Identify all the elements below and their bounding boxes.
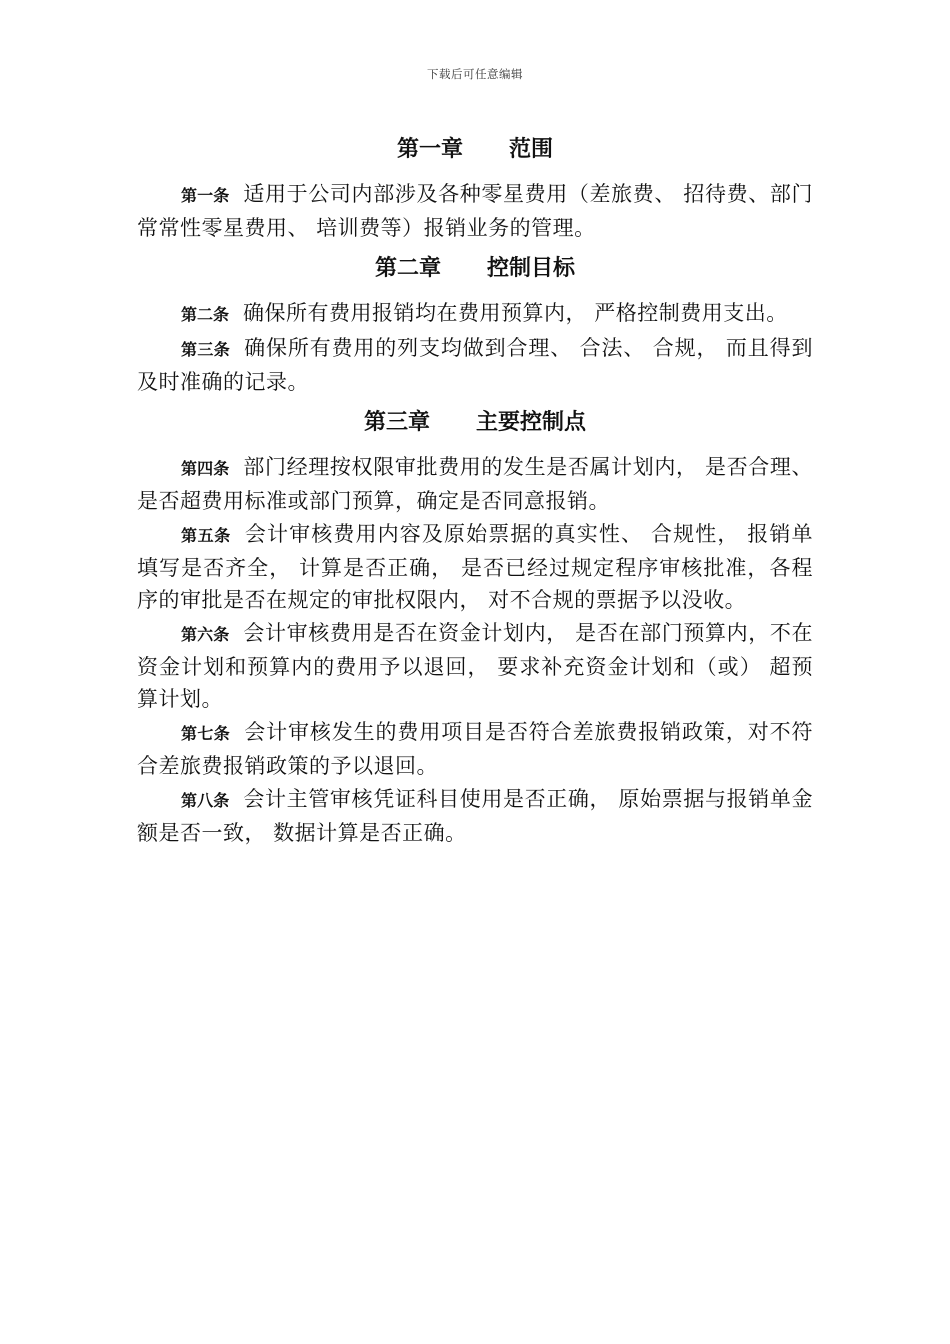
chapter-title: 范围 (509, 137, 554, 162)
chapter-heading (137, 247, 813, 297)
document-body (137, 128, 813, 850)
chapter-number: 第一章 (396, 137, 463, 162)
article-number: 第七条 (181, 724, 231, 743)
article-5 (137, 518, 813, 616)
chapter-number: 第二章 (374, 256, 441, 281)
article-number: 第一条 (181, 186, 230, 205)
article-text: 部门经理按权限审批费用的发生是否属计划内， 是否合理、 是否超费用标准或部门预算，确定是否同意报销。 (137, 455, 813, 513)
article-text: 会计审核费用是否在资金计划内， 是否在部门预算内，不在资金计划和预算内的费用予以退回， 要求补充资金计划和（或） 超预算计划。 (137, 621, 813, 711)
article-8 (137, 783, 813, 849)
article-1 (137, 178, 813, 244)
article-4 (137, 451, 813, 517)
article-3 (137, 332, 813, 398)
article-number: 第五条 (181, 526, 231, 545)
chapter-2 (137, 247, 813, 398)
header-note: 下载后可任意编辑 (427, 67, 523, 81)
chapter-heading (137, 128, 813, 178)
chapter-title: 控制目标 (487, 256, 576, 281)
article-number: 第四条 (181, 459, 230, 478)
chapter-3 (137, 401, 813, 849)
article-text: 适用于公司内部涉及各种零星费用（差旅费、 招待费、部门常常性零星费用、 培训费等）报销业务的管理。 (137, 182, 813, 240)
article-text: 会计主管审核凭证科目使用是否正确， 原始票据与报销单金额是否一致， 数据计算是否正确。 (137, 787, 813, 845)
article-text: 会计审核发生的费用项目是否符合差旅费报销政策，对不符合差旅费报销政策的予以退回。 (137, 720, 813, 778)
article-number: 第三条 (181, 340, 231, 359)
chapter-number: 第三章 (363, 410, 430, 435)
chapter-title: 主要控制点 (476, 410, 587, 435)
article-text: 会计审核费用内容及原始票据的真实性、 合规性， 报销单填写是否齐全， 计算是否正确， 是否已经过规定程序审核批准，各程序的审批是否在规定的审批权限内， 对不合规的票据予以没收。 (137, 522, 813, 612)
chapter-heading (137, 401, 813, 451)
article-text: 确保所有费用的列支均做到合理、 合法、 合规， 而且得到及时准确的记录。 (137, 336, 813, 394)
article-number: 第六条 (181, 625, 230, 644)
article-7 (137, 716, 813, 782)
chapter-1 (137, 128, 813, 244)
article-6 (137, 617, 813, 715)
article-number: 第八条 (181, 791, 230, 810)
article-2 (137, 297, 813, 331)
article-text: 确保所有费用报销均在费用预算内， 严格控制费用支出。 (243, 301, 788, 325)
article-number: 第二条 (181, 305, 230, 324)
